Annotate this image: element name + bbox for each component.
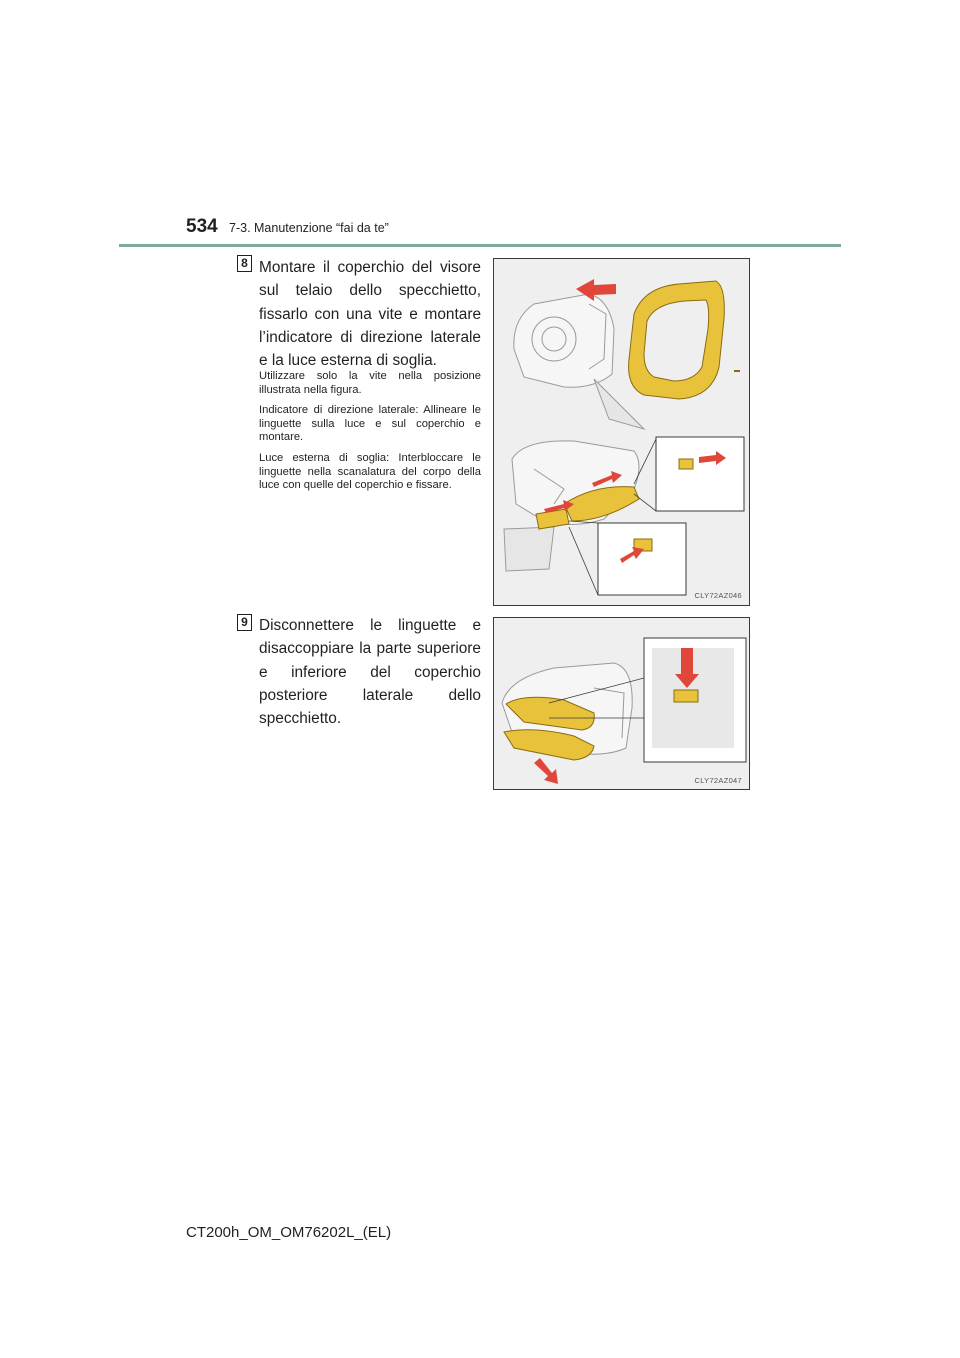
manual-code-footer: CT200h_OM_OM76202L_(EL) xyxy=(186,1224,392,1241)
step-8-illustration xyxy=(493,258,750,606)
step-8-note-2: Indicatore di direzione laterale: Allineare le linguette sulla luce e sul coperchio e montare. xyxy=(259,404,481,444)
detail-callout xyxy=(644,638,746,762)
detail-callout-top xyxy=(656,437,744,511)
step-9-text: Disconnettere le linguette e disaccoppiare la parte superiore e inferiore del coperchio posteriore laterale dello specchietto. xyxy=(259,617,481,728)
step-9-badge: 9 xyxy=(237,614,252,631)
figure-code: CLY72AZ047 xyxy=(694,776,742,785)
header-rule xyxy=(119,244,841,247)
step-8-text: Montare il coperchio del visore sul telaio dello specchietto, fissarlo con una vite e montare l’indicatore di direzione laterale e la luce esterna di soglia. xyxy=(259,259,481,370)
step-8-note-1: Utilizzare solo la vite nella posizione illustrata nella figura. xyxy=(259,370,481,396)
figure-code: CLY72AZ046 xyxy=(694,591,742,600)
step-8-notes xyxy=(259,370,481,500)
step-8-note-3: Luce esterna di soglia: Interbloccare le linguette nella scanalatura del corpo della luce con quelle del coperchio e fissare. xyxy=(259,451,481,492)
mirror-frame-drawing xyxy=(514,294,644,429)
page-number: 534 xyxy=(186,216,218,237)
step-8-badge: 8 xyxy=(237,255,252,272)
detail-callout-bottom xyxy=(598,523,686,595)
step-9-illustration xyxy=(493,617,750,790)
visor-cover-drawing xyxy=(629,281,740,399)
section-title: 7-3. Manutenzione “fai da te” xyxy=(229,221,389,235)
down-arrow-icon xyxy=(534,758,558,784)
